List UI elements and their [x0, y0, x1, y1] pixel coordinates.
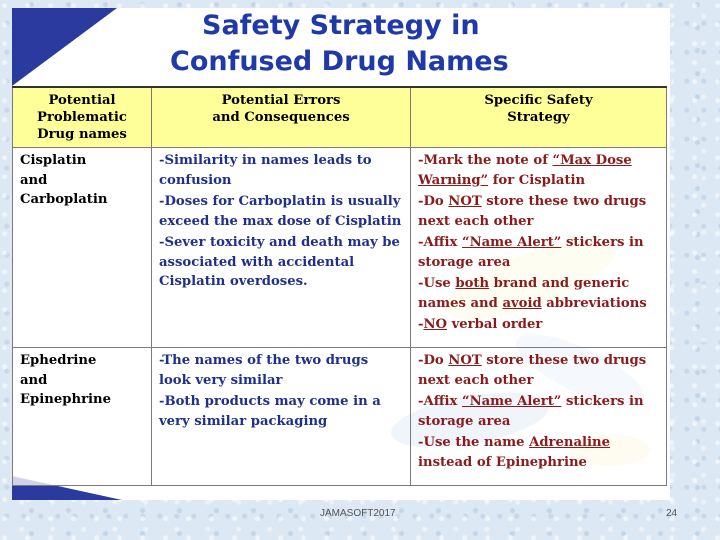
strategy-emphasis: avoid — [502, 295, 542, 311]
title-line-2: Confused Drug Names — [170, 46, 509, 77]
strategy-emphasis: “Name Alert” — [462, 394, 562, 409]
strategy-text: verbal order — [447, 317, 543, 332]
error-item: -Similarity in names leads to confusion — [159, 153, 372, 188]
strategy-cell — [411, 148, 667, 348]
strategy-emphasis: NOT — [448, 194, 482, 209]
strategy-item — [418, 274, 660, 313]
strategy-emphasis: both — [455, 276, 490, 291]
strategy-text: -Mark the note of — [418, 153, 553, 168]
strategy-emphasis: NOT — [448, 353, 482, 368]
drug-names-cell — [13, 148, 152, 348]
strategy-item — [418, 315, 660, 335]
table-row — [13, 148, 667, 348]
strategy-item — [418, 192, 660, 231]
strategy-text: stickers in storage area — [418, 394, 644, 429]
slide-title — [170, 8, 650, 80]
strategy-text: - — [418, 317, 424, 332]
title-line-1: Safety Strategy in — [202, 10, 480, 41]
strategy-cell — [411, 348, 667, 486]
strategy-item — [418, 351, 660, 390]
strategy-emphasis: NO — [423, 317, 448, 332]
footer-text: JAMASOFT2017 — [320, 508, 396, 519]
strategy-item — [418, 392, 660, 431]
strategy-item — [418, 433, 660, 472]
drug-name: Epinephrine — [20, 392, 112, 407]
strategy-text: stickers in storage area — [418, 235, 644, 270]
strategy-text: brand and generic names and — [418, 276, 630, 311]
strategy-emphasis: Adrenaline — [529, 435, 611, 450]
header-text: Drug names — [37, 127, 127, 142]
drug-name: Cisplatin — [20, 153, 87, 168]
strategy-text: -Do — [418, 353, 449, 368]
errors-cell — [152, 148, 411, 348]
table-row — [13, 348, 667, 486]
header-text: Potential Errors — [221, 93, 341, 108]
drug-names-cell — [13, 348, 152, 486]
error-item: -Sever toxicity and death may be associated with accidental Cisplatin overdoses. — [159, 235, 400, 289]
table-header-row — [13, 87, 667, 148]
strategy-text: instead of Epinephrine — [418, 454, 587, 470]
strategy-text: -Use the name — [418, 435, 530, 450]
header-text: Potential — [48, 93, 116, 108]
drug-name: Ephedrine — [20, 353, 97, 368]
error-item: -The names of the two drugs look very similar — [159, 353, 369, 388]
drug-name-connector: and — [20, 372, 48, 388]
strategy-text: for Cisplatin — [488, 172, 586, 188]
strategy-text: -Affix — [418, 394, 462, 409]
header-text: Strategy — [507, 110, 570, 125]
strategy-text: store these two drugs next each other — [418, 194, 647, 229]
errors-cell — [152, 348, 411, 486]
strategy-text: abbreviations — [541, 295, 647, 311]
header-potential-errors — [152, 87, 411, 148]
safety-strategy-table — [12, 86, 667, 486]
drug-name-connector: and — [20, 172, 48, 188]
error-item: -Both products may come in a very similar packaging — [159, 394, 381, 429]
page-number: 24 — [666, 508, 678, 519]
header-text: Problematic — [37, 110, 127, 125]
corner-accent-top — [12, 8, 117, 86]
header-text: Specific Safety — [484, 93, 593, 108]
header-specific-safety-strategy — [411, 87, 667, 148]
strategy-item — [418, 233, 660, 272]
strategy-text: store these two drugs next each other — [418, 353, 647, 388]
strategy-text: -Affix — [418, 235, 462, 250]
strategy-text: -Do — [418, 194, 449, 209]
strategy-emphasis: “Max Dose Warning” — [418, 153, 632, 188]
drug-name: Carboplatin — [20, 192, 108, 207]
strategy-text: -Use — [418, 276, 456, 291]
strategy-emphasis: “Name Alert” — [462, 235, 562, 250]
error-item: -Doses for Carboplatin is usually exceed the max dose of Cisplatin — [159, 194, 402, 229]
header-problematic-drug-names — [13, 87, 152, 148]
header-text: and Consequences — [212, 110, 350, 125]
strategy-item — [418, 151, 660, 190]
